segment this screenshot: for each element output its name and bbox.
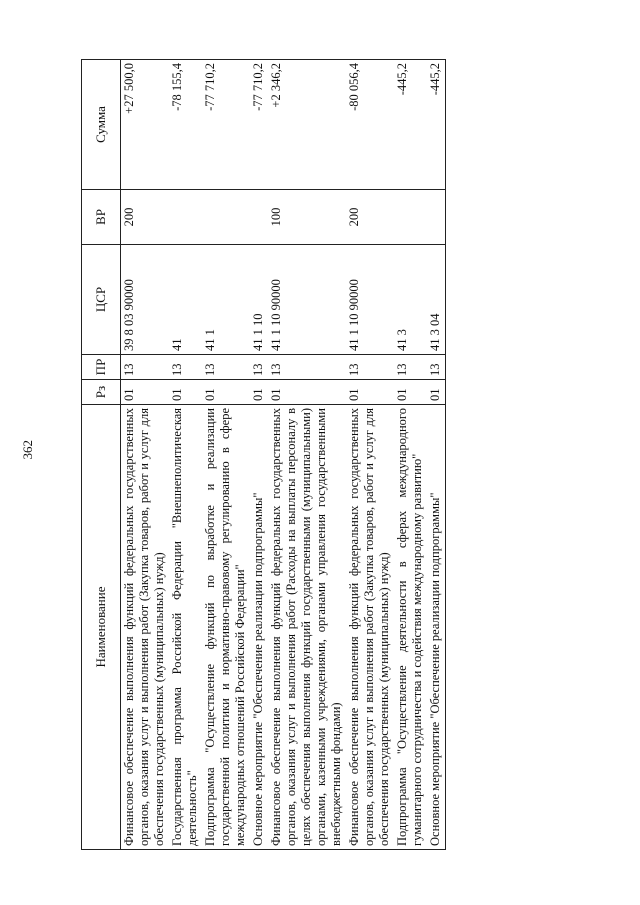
- table-row: [121, 60, 170, 850]
- row-csr: 41 1 10: [250, 245, 268, 355]
- table-row: [394, 60, 427, 850]
- table-frame: [81, 60, 581, 850]
- row-rz: 01: [346, 380, 394, 405]
- row-csr: 41 1 10 90000: [268, 245, 346, 355]
- row-sum: -78 155,4: [169, 60, 202, 190]
- row-csr: 41: [169, 245, 202, 355]
- table-row: [346, 60, 394, 850]
- row-rz: 01: [121, 380, 170, 405]
- row-vr: [169, 190, 202, 245]
- header-vr: ВР: [82, 190, 121, 245]
- row-pr: 13: [169, 355, 202, 380]
- row-sum: +27 500,0: [121, 60, 170, 190]
- row-rz: 01: [202, 380, 250, 405]
- row-csr: 41 1 10 90000: [346, 245, 394, 355]
- row-sum: -77 710,2: [250, 60, 268, 190]
- row-rz: 01: [250, 380, 268, 405]
- row-pr: 13: [268, 355, 346, 380]
- row-sum: -80 056,4: [346, 60, 394, 190]
- header-pr: ПР: [82, 355, 121, 380]
- row-sum: +2 346,2: [268, 60, 346, 190]
- table-row: [427, 60, 446, 850]
- header-name: Наименование: [82, 405, 121, 850]
- row-csr: 41 3: [394, 245, 427, 355]
- row-sum: -77 710,2: [202, 60, 250, 190]
- row-sum: -445,2: [394, 60, 427, 190]
- row-pr: 13: [250, 355, 268, 380]
- table-row: [202, 60, 250, 850]
- header-sum: Сумма: [82, 60, 121, 190]
- row-name: Подпрограмма "Осуществление функций по выработке и реализации государственной политики и нормативно-правовому регулированию в сфере международных отношений Российской Федерации": [202, 405, 250, 850]
- row-name: Государственная программа Российской Федерации "Внешнеполитическая деятельность": [169, 405, 202, 850]
- row-csr: 41 3 04: [427, 245, 446, 355]
- row-name: Финансовое обеспечение выполнения функций федеральных государственных органов, оказания услуг и выполнения работ (Расходы на выплаты персоналу в целях обеспечения выполнения функций государственными (муниципальными) органами, казенными учреждениями, органами управления государственными внебюджетными фондами): [268, 405, 346, 850]
- rotated-table-container: [81, 60, 581, 850]
- row-name: Финансовое обеспечение выполнения функций федеральных государственных органов, оказания услуг и выполнения работ (Закупка товаров, работ и услуг для обеспечения государственных (муниципальных) нужд): [346, 405, 394, 850]
- row-rz: 01: [268, 380, 346, 405]
- row-rz: 01: [169, 380, 202, 405]
- row-rz: 01: [427, 380, 446, 405]
- row-csr: 41 1: [202, 245, 250, 355]
- budget-table: [81, 59, 446, 850]
- page-number: 362: [20, 440, 35, 460]
- table-row: [169, 60, 202, 850]
- row-vr: [202, 190, 250, 245]
- row-sum: -445,2: [427, 60, 446, 190]
- table-row: [268, 60, 346, 850]
- row-vr: [394, 190, 427, 245]
- row-name: Финансовое обеспечение выполнения функций федеральных государственных органов, оказания услуг и выполнения работ (Закупка товаров, работ и услуг для обеспечения государственных (муниципальных) нужд): [121, 405, 170, 850]
- row-vr: 200: [121, 190, 170, 245]
- row-vr: [427, 190, 446, 245]
- row-name: Подпрограмма "Осуществление деятельности в сферах международного гуманитарного сотрудничества и содействия международному развитию": [394, 405, 427, 850]
- header-rz: Рз: [82, 380, 121, 405]
- table-row: [250, 60, 268, 850]
- row-csr: 39 8 03 90000: [121, 245, 170, 355]
- row-pr: 13: [346, 355, 394, 380]
- row-pr: 13: [427, 355, 446, 380]
- table-header-row: [82, 60, 121, 850]
- row-rz: 01: [394, 380, 427, 405]
- row-name: Основное мероприятие "Обеспечение реализации подпрограммы": [427, 405, 446, 850]
- row-pr: 13: [121, 355, 170, 380]
- row-vr: 200: [346, 190, 394, 245]
- row-vr: 100: [268, 190, 346, 245]
- row-vr: [250, 190, 268, 245]
- header-csr: ЦСР: [82, 245, 121, 355]
- row-pr: 13: [202, 355, 250, 380]
- row-pr: 13: [394, 355, 427, 380]
- row-name: Основное мероприятие "Обеспечение реализации подпрограммы": [250, 405, 268, 850]
